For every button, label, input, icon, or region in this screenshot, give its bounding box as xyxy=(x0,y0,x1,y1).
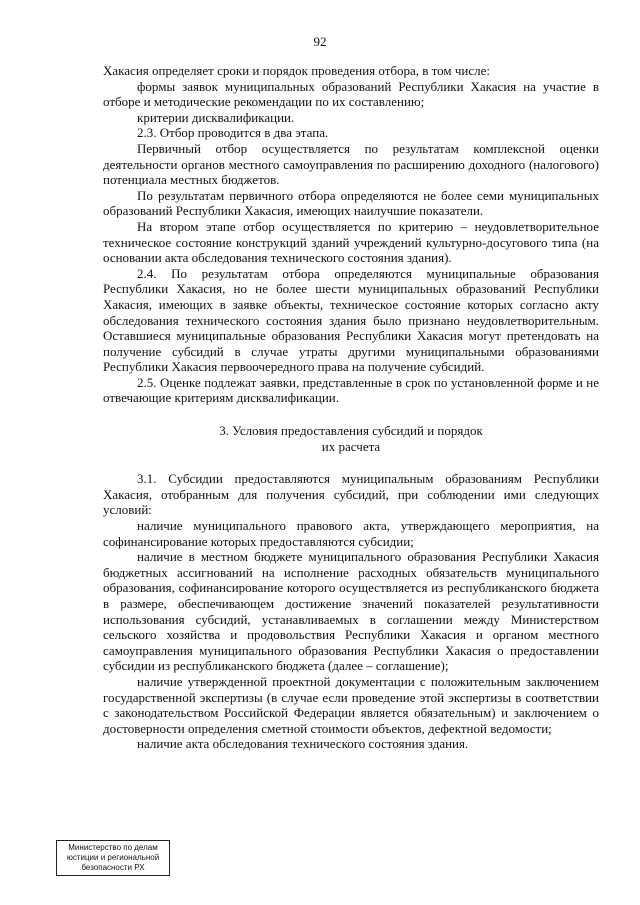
paragraph: наличие утвержденной проектной документации с положительным заключением государственной экспертизы (в случае если проведение этой экспертизы в соответствии с законодательством Российской Федерации является обязательным) и заключением о достоверности определения сметной стоимости объектов, дефектной ведомости; xyxy=(103,673,599,736)
section-heading xyxy=(103,423,599,454)
stamp-line: безопасности РХ xyxy=(81,863,145,872)
page-number: 92 xyxy=(313,34,327,49)
paragraph: 2.3. Отбор проводится в два этапа. xyxy=(137,125,329,141)
paragraph: критерии дисквалификации. xyxy=(137,109,295,125)
section-heading-line: 3. Условия предоставления субсидий и порядок xyxy=(219,423,483,439)
paragraph: На втором этапе отбор осуществляется по критерию – неудовлетворительное техническое состояние конструкций зданий учреждений культурно-досугового типа (на основании акта обследования технического состояния здания). xyxy=(103,218,599,266)
section-heading-line: их расчета xyxy=(321,438,381,454)
stamp-line: юстиции и региональной xyxy=(66,853,160,862)
paragraph: наличие муниципального правового акта, утверждающего мероприятия, на софинансирование которых предоставляются субсидии; xyxy=(103,518,599,549)
document-body xyxy=(103,63,599,752)
paragraph: 3.1. Субсидии предоставляются муниципальным образованиям Республики Хакасия, отобранным для получения субсидий, при соблюдении ими следующих условий: xyxy=(103,471,599,518)
paragraph: 2.4. По результатам отбора определяются муниципальные образования Республики Хакасия, но не более шести муниципальных образований Республики Хакасия, имеющих в заявке объекты, техническое состояние которых согласно акту обследования технического состояния здания было признано неудовлетворительным. Оставшиеся муниципальные образования Республики Хакасия могут претендовать на получение субсидий в случае утраты другими муниципальными образованиями Республики Хакасия первоочередного права на получение субсидий. xyxy=(103,265,599,375)
paragraph: наличие акта обследования технического состояния здания. xyxy=(137,736,469,752)
paragraph: Хакасия определяет сроки и порядок проведения отбора, в том числе: xyxy=(103,63,491,78)
stamp-line: Министерство по делам xyxy=(68,843,158,852)
ministry-stamp xyxy=(56,840,170,876)
paragraph: 2.5. Оценке подлежат заявки, представленные в срок по установленной форме и не отвечающие критериям дисквалификации. xyxy=(103,374,599,406)
paragraph: По результатам первичного отбора определяются не более семи муниципальных образований Республики Хакасия, имеющих наилучшие показатели. xyxy=(103,187,599,219)
paragraph: формы заявок муниципальных образований Республики Хакасия на участие в отборе и методические рекомендации по их составлению; xyxy=(103,78,599,110)
paragraph: Первичный отбор осуществляется по результатам комплексной оценки деятельности органов местного самоуправления по расширению доходного (налогового) потенциала местных бюджетов. xyxy=(103,140,599,188)
paragraph: наличие в местном бюджете муниципального образования Республики Хакасия бюджетных ассигнований на исполнение расходных обязательств муниципального образования, софинансирование которого осуществляется из республиканского бюджета в размере, обеспечивающем достижение значений показателей результативности использования субсидий, устанавливаемых в соглашении между Министерством сельского хозяйства и продовольствия Республики Хакасия и органом местного самоуправления муниципального образования Республики Хакасия о предоставлении субсидии из республиканского бюджета (далее – соглашение); xyxy=(103,549,599,674)
